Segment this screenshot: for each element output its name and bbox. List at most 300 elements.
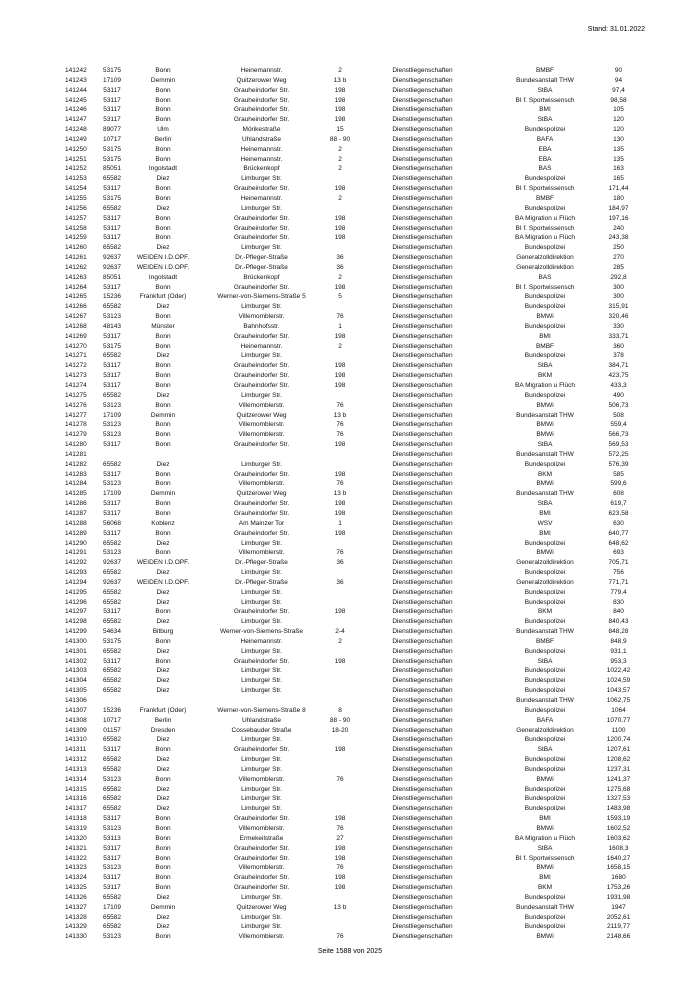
cell-institution: Bundespolizei	[524, 667, 566, 675]
cell-house_number	[325, 204, 355, 214]
cell-city: Bonn	[155, 332, 171, 340]
cell-street: Grauheindorfer Str.	[233, 214, 290, 222]
cell-institution: StBA	[537, 500, 553, 508]
cell-city: Diez	[156, 677, 170, 685]
cell-category: Dienstliegenschaften	[392, 756, 453, 764]
cell-record_id: 141308	[65, 716, 87, 724]
cell-institution: Bundespolizei	[524, 618, 566, 626]
cell-street: Grauheindorfer Str.	[233, 372, 290, 380]
cell-category: Dienstliegenschaften	[392, 303, 453, 311]
cell-postal_code: 53117	[103, 509, 121, 517]
cell-postal_code: 65582	[102, 539, 122, 547]
cell-area_value: 98,58	[610, 96, 627, 104]
cell-street: Villemomblerstr.	[238, 824, 285, 832]
cell-institution: StBA	[537, 86, 553, 94]
cell-area_value: 623,58	[608, 509, 629, 517]
cell-area_value: 171,44	[608, 185, 629, 193]
cell-city: Diez	[156, 244, 170, 252]
cell-postal_code: 53117	[103, 214, 121, 222]
cell-street: Villemomblerstr.	[238, 401, 285, 409]
cell-postal_code: 17109	[102, 903, 122, 911]
cell-institution: BI f. Sportwissensch	[515, 854, 575, 862]
table-row	[58, 814, 637, 824]
cell-category: Dienstliegenschaften	[392, 332, 453, 340]
cell-street: Limburger Str.	[241, 765, 282, 773]
cell-street: Grauheindorfer Str.	[233, 234, 290, 242]
cell-city: Bonn	[155, 775, 171, 783]
cell-area_value: 705,71	[608, 559, 629, 567]
table-row	[58, 371, 637, 381]
cell-street: Limburger Str.	[241, 569, 282, 577]
table-row	[58, 854, 637, 864]
table-row	[58, 430, 637, 440]
cell-city: Bonn	[155, 509, 171, 517]
cell-house_number: 198	[334, 224, 346, 232]
cell-postal_code: 53117	[103, 657, 121, 665]
cell-postal_code	[96, 696, 128, 706]
cell-house_number: 2	[338, 273, 342, 281]
cell-record_id: 141274	[65, 382, 87, 389]
cell-street: Limburger Str.	[241, 677, 282, 685]
table-row	[58, 893, 637, 903]
cell-category: Dienstliegenschaften	[392, 480, 453, 488]
cell-street: Grauheindorfer Str.	[233, 106, 290, 114]
cell-city: Bonn	[155, 884, 171, 892]
property-table-body	[58, 66, 637, 942]
cell-street: Grauheindorfer Str.	[233, 185, 290, 193]
cell-postal_code: 53123	[102, 431, 122, 439]
cell-postal_code: 65582	[102, 667, 122, 675]
cell-category: Dienstliegenschaften	[392, 834, 453, 842]
cell-postal_code: 17109	[102, 411, 122, 419]
cell-postal_code: 65582	[102, 647, 122, 655]
cell-city: Bonn	[155, 116, 171, 124]
cell-category: Dienstliegenschaften	[392, 135, 453, 143]
cell-city: Bonn	[155, 185, 171, 193]
cell-category: Dienstliegenschaften	[392, 313, 453, 321]
cell-institution: BMWi	[536, 401, 554, 409]
cell-street: Grauheindorfer Str.	[233, 96, 290, 104]
cell-category: Dienstliegenschaften	[392, 559, 453, 567]
cell-house_number: 198	[334, 657, 346, 665]
cell-category: Dienstliegenschaften	[392, 263, 453, 271]
cell-city: Ingolstadt	[148, 273, 178, 281]
cell-area_value: 300	[613, 293, 624, 301]
cell-postal_code: 92637	[102, 254, 122, 262]
cell-postal_code: 53123	[102, 549, 122, 557]
cell-category: Dienstliegenschaften	[392, 460, 453, 468]
cell-institution: BMWi	[536, 864, 554, 872]
table-row	[58, 568, 637, 578]
table-row	[58, 342, 637, 352]
cell-street: Bahnhofsstr.	[243, 322, 280, 330]
cell-street: Grauheindorfer Str.	[233, 470, 290, 478]
cell-area_value: 1100	[611, 726, 626, 734]
table-row	[58, 539, 637, 549]
cell-house_number: 2	[338, 637, 342, 645]
cell-category: Dienstliegenschaften	[392, 844, 453, 852]
cell-area_value: 384,71	[608, 362, 629, 370]
cell-institution: Bundespolizei	[524, 805, 566, 813]
cell-street: Limburger Str.	[241, 647, 282, 655]
cell-postal_code: 65582	[102, 175, 122, 183]
cell-area_value: 2148,66	[606, 933, 631, 941]
cell-house_number	[325, 302, 355, 312]
cell-city: Ingolstadt	[148, 165, 178, 173]
cell-category: Dienstliegenschaften	[392, 283, 453, 291]
cell-record_id: 141319	[65, 824, 87, 832]
cell-house_number: 13 b	[333, 490, 347, 498]
cell-area_value: 315,91	[608, 303, 629, 311]
table-row	[58, 194, 637, 204]
cell-area_value: 1483,98	[606, 805, 631, 813]
cell-institution: BA Migration u Flüch	[515, 214, 575, 222]
cell-institution: BAS	[538, 273, 552, 281]
cell-house_number: 2	[338, 145, 342, 153]
cell-house_number: 198	[334, 185, 346, 193]
table-row	[58, 253, 637, 263]
table-row	[58, 578, 637, 588]
cell-record_id: 141259	[65, 234, 87, 242]
cell-city: Diez	[156, 893, 170, 901]
cell-street: Mörikestraße	[242, 126, 281, 134]
cell-street: Grauheindorfer Str.	[233, 815, 290, 823]
table-row	[58, 696, 637, 706]
cell-city: Bonn	[155, 834, 171, 842]
cell-institution: BAS	[538, 165, 552, 173]
cell-city: Diez	[156, 805, 170, 813]
cell-house_number	[325, 676, 355, 686]
cell-record_id: 141264	[65, 283, 87, 291]
cell-record_id: 141329	[65, 923, 87, 931]
cell-city: Diez	[156, 391, 170, 399]
cell-area_value: 1237,31	[606, 765, 631, 773]
cell-category: Dienstliegenschaften	[392, 234, 453, 242]
cell-street: Limburger Str.	[241, 923, 282, 931]
cell-area_value: 1207,61	[606, 746, 631, 754]
cell-city: Diez	[156, 765, 170, 773]
table-row	[58, 184, 637, 194]
cell-street: Uhlandstraße	[241, 716, 282, 724]
cell-record_id: 141243	[65, 76, 87, 84]
cell-category: Dienstliegenschaften	[392, 411, 453, 419]
cell-category: Dienstliegenschaften	[392, 628, 453, 636]
cell-city: Bonn	[155, 608, 171, 616]
cell-house_number: 198	[334, 382, 346, 389]
cell-street: Limburger Str.	[241, 785, 282, 793]
cell-record_id: 141285	[65, 490, 87, 498]
cell-street: Dr.-Pfleger-Straße	[235, 254, 288, 262]
cell-area_value: 120	[613, 126, 624, 134]
cell-postal_code: 53175	[102, 194, 122, 202]
cell-street: Grauheindorfer Str.	[233, 509, 290, 517]
cell-postal_code: 10717	[102, 135, 122, 143]
cell-category: Dienstliegenschaften	[392, 490, 453, 498]
cell-house_number: 76	[336, 775, 344, 783]
cell-street: Quitzerower Weg	[236, 490, 287, 498]
cell-street: Grauheindorfer Str.	[233, 362, 290, 370]
cell-city: Demmin	[150, 76, 176, 84]
cell-street: Limburger Str.	[241, 913, 282, 921]
cell-institution: Generalzolldirektion	[516, 254, 574, 262]
cell-area_value: 771,71	[608, 578, 629, 586]
cell-institution: Bundespolizei	[524, 322, 566, 330]
cell-record_id: 141325	[65, 884, 87, 892]
cell-record_id: 141317	[65, 805, 87, 813]
cell-postal_code: 53175	[102, 155, 122, 163]
cell-city: Berlin	[154, 716, 172, 724]
cell-city: Diez	[156, 598, 170, 606]
cell-area_value: 285	[613, 263, 624, 271]
cell-record_id: 141326	[65, 893, 87, 901]
cell-record_id: 141304	[65, 677, 87, 685]
table-row	[58, 637, 637, 647]
cell-category: Dienstliegenschaften	[392, 765, 453, 773]
table-row	[58, 686, 637, 696]
cell-postal_code: 53117	[103, 441, 121, 449]
cell-area_value: 1602,52	[606, 824, 631, 832]
cell-category: Dienstliegenschaften	[392, 401, 453, 409]
cell-street: Villemomblerstr.	[238, 431, 285, 439]
cell-postal_code: 65582	[102, 795, 122, 803]
cell-record_id: 141263	[65, 273, 87, 281]
cell-city: Diez	[156, 687, 170, 695]
cell-city: Diez	[156, 795, 170, 803]
cell-postal_code: 53117	[103, 372, 121, 380]
cell-category: Dienstliegenschaften	[392, 185, 453, 193]
cell-postal_code: 65582	[102, 805, 122, 813]
table-row	[58, 785, 637, 795]
table-row	[58, 381, 637, 391]
cell-city: Diez	[156, 352, 170, 360]
cell-record_id: 141254	[65, 185, 87, 193]
cell-street	[198, 450, 325, 460]
cell-postal_code: 65582	[102, 618, 122, 626]
cell-postal_code: 65582	[102, 923, 122, 931]
cell-postal_code: 54634	[102, 628, 122, 636]
cell-record_id: 141293	[65, 569, 87, 577]
cell-house_number	[325, 647, 355, 657]
cell-house_number: 198	[334, 746, 346, 754]
table-row	[58, 479, 637, 489]
cell-category: Dienstliegenschaften	[392, 726, 453, 734]
cell-category: Dienstliegenschaften	[392, 647, 453, 655]
cell-institution: BI f. Sportwissensch	[515, 224, 575, 232]
cell-category: Dienstliegenschaften	[392, 667, 453, 675]
table-row	[58, 745, 637, 755]
cell-institution: BMI	[539, 529, 551, 537]
cell-postal_code: 65582	[102, 460, 122, 468]
cell-area_value: 2052,61	[606, 913, 631, 921]
cell-institution: BMBF	[535, 342, 555, 350]
cell-city: Bonn	[155, 155, 171, 163]
cell-institution: Bundespolizei	[524, 893, 566, 901]
cell-category: Dienstliegenschaften	[392, 588, 453, 596]
cell-street: Ermekeilstraße	[239, 834, 284, 842]
cell-street	[198, 696, 325, 706]
cell-institution: Generalzolldirektion	[516, 263, 574, 271]
cell-city: Diez	[156, 923, 170, 931]
cell-institution: Bundespolizei	[524, 677, 566, 685]
cell-area_value: 840,43	[608, 618, 629, 626]
cell-category: Dienstliegenschaften	[392, 598, 453, 606]
cell-area_value: 608	[613, 490, 624, 498]
cell-record_id: 141251	[65, 155, 87, 163]
cell-record_id: 141303	[65, 667, 87, 675]
cell-postal_code: 65582	[102, 687, 122, 695]
cell-category: Dienstliegenschaften	[392, 637, 453, 645]
cell-area_value: 433,3	[610, 382, 627, 389]
table-row	[58, 844, 637, 854]
cell-postal_code: 53117	[103, 608, 121, 616]
cell-area_value: 779,4	[610, 588, 627, 596]
table-row	[58, 263, 637, 273]
cell-postal_code: 53123	[102, 421, 122, 429]
cell-city: WEIDEN I.D.OPF.	[136, 263, 190, 271]
cell-house_number: 2	[338, 165, 342, 173]
cell-street: Limburger Str.	[241, 588, 282, 596]
cell-city: Diez	[156, 539, 170, 547]
cell-area_value: 165	[613, 175, 624, 183]
cell-record_id: 141275	[65, 391, 87, 399]
cell-institution: Bundesanstalt THW	[516, 490, 574, 498]
cell-city: Diez	[156, 303, 170, 311]
cell-institution: BMI	[539, 332, 551, 340]
cell-city: Bonn	[155, 854, 171, 862]
table-row	[58, 647, 637, 657]
cell-house_number: 76	[336, 401, 344, 409]
cell-street: Limburger Str.	[241, 352, 282, 360]
cell-category: Dienstliegenschaften	[392, 86, 453, 94]
cell-street: Dr.-Pfleger-Straße	[235, 559, 288, 567]
cell-city: Bonn	[155, 313, 171, 321]
cell-postal_code: 15236	[102, 706, 122, 714]
table-row	[58, 519, 637, 529]
cell-city: Bonn	[155, 67, 171, 74]
cell-record_id: 141267	[65, 313, 87, 321]
cell-area_value: 559,4	[610, 421, 627, 429]
cell-area_value: 1024,59	[606, 677, 631, 685]
cell-area_value: 640,77	[608, 529, 629, 537]
cell-institution: StBA	[537, 362, 553, 370]
cell-city: Bonn	[155, 529, 171, 537]
cell-house_number: 198	[334, 884, 346, 892]
cell-record_id: 141306	[65, 697, 87, 704]
cell-street: Grauheindorfer Str.	[233, 854, 290, 862]
cell-institution: BMBF	[535, 194, 555, 202]
cell-city: Bonn	[155, 441, 171, 449]
cell-category: Dienstliegenschaften	[392, 864, 453, 872]
cell-record_id: 141318	[65, 815, 87, 823]
cell-street: Grauheindorfer Str.	[233, 884, 290, 892]
table-row	[58, 716, 637, 726]
cell-category: Dienstliegenschaften	[392, 854, 453, 862]
cell-record_id: 141313	[65, 765, 87, 773]
table-row	[58, 460, 637, 470]
cell-institution: Generalzolldirektion	[516, 559, 574, 567]
cell-house_number: 198	[334, 874, 346, 882]
cell-area_value: 931,1	[610, 647, 627, 655]
cell-street: Grauheindorfer Str.	[233, 844, 290, 852]
table-row	[58, 726, 637, 736]
table-row	[58, 607, 637, 617]
cell-category: Dienstliegenschaften	[392, 391, 453, 399]
table-row	[58, 903, 637, 913]
cell-house_number: 1	[338, 322, 342, 330]
cell-house_number	[325, 755, 355, 765]
cell-postal_code: 65582	[102, 588, 122, 596]
cell-record_id: 141299	[65, 628, 87, 636]
cell-postal_code: 53123	[102, 933, 122, 941]
cell-house_number: 88 - 90	[329, 716, 351, 724]
cell-house_number	[325, 598, 355, 608]
cell-postal_code: 65582	[102, 913, 122, 921]
cell-area_value: 1931,98	[606, 893, 631, 901]
cell-house_number: 198	[334, 844, 346, 852]
cell-record_id: 141297	[65, 608, 87, 616]
cell-postal_code: 17109	[102, 490, 122, 498]
cell-institution: Bundespolizei	[524, 795, 566, 803]
cell-house_number	[325, 922, 355, 932]
cell-category: Dienstliegenschaften	[392, 421, 453, 429]
cell-city: Bonn	[155, 874, 171, 882]
cell-postal_code: 92637	[102, 578, 122, 586]
cell-postal_code: 53117	[103, 283, 121, 291]
table-row	[58, 676, 637, 686]
cell-record_id: 141276	[65, 401, 87, 409]
cell-city: Frankfurt (Oder)	[139, 706, 187, 714]
cell-house_number: 1	[338, 519, 342, 527]
cell-category: Dienstliegenschaften	[392, 352, 453, 360]
cell-category: Dienstliegenschaften	[392, 500, 453, 508]
cell-institution: BA Migration u Flüch	[515, 834, 575, 842]
table-row	[58, 873, 637, 883]
cell-house_number: 198	[334, 529, 346, 537]
cell-institution: StBA	[537, 746, 553, 754]
cell-postal_code: 56068	[102, 519, 122, 527]
cell-house_number	[325, 785, 355, 795]
cell-institution: BMWi	[536, 421, 554, 429]
cell-house_number: 76	[336, 864, 344, 872]
cell-city: Diez	[156, 618, 170, 626]
cell-record_id: 141253	[65, 175, 87, 183]
cell-city: Bonn	[155, 470, 171, 478]
cell-area_value: 135	[613, 155, 624, 163]
cell-house_number	[325, 588, 355, 598]
cell-institution: BA Migration u Flüch	[515, 382, 575, 389]
cell-street: Grauheindorfer Str.	[233, 86, 290, 94]
cell-house_number	[325, 735, 355, 745]
table-row	[58, 824, 637, 834]
cell-category: Dienstliegenschaften	[392, 549, 453, 557]
cell-postal_code: 53175	[102, 637, 122, 645]
cell-postal_code: 53117	[103, 106, 121, 114]
cell-category: Dienstliegenschaften	[392, 618, 453, 626]
cell-street: Grauheindorfer Str.	[233, 608, 290, 616]
cell-area_value: 830	[613, 598, 624, 606]
cell-record_id: 141330	[65, 933, 87, 941]
cell-institution: Bundesanstalt THW	[516, 76, 574, 84]
cell-record_id: 141266	[65, 303, 87, 311]
cell-record_id: 141312	[65, 756, 87, 764]
cell-record_id: 141315	[65, 785, 87, 793]
cell-house_number	[325, 174, 355, 184]
cell-record_id: 141247	[65, 116, 87, 124]
cell-category: Dienstliegenschaften	[392, 815, 453, 823]
cell-city: Diez	[156, 569, 170, 577]
cell-city: Bonn	[155, 234, 171, 242]
cell-house_number: 76	[336, 549, 344, 557]
